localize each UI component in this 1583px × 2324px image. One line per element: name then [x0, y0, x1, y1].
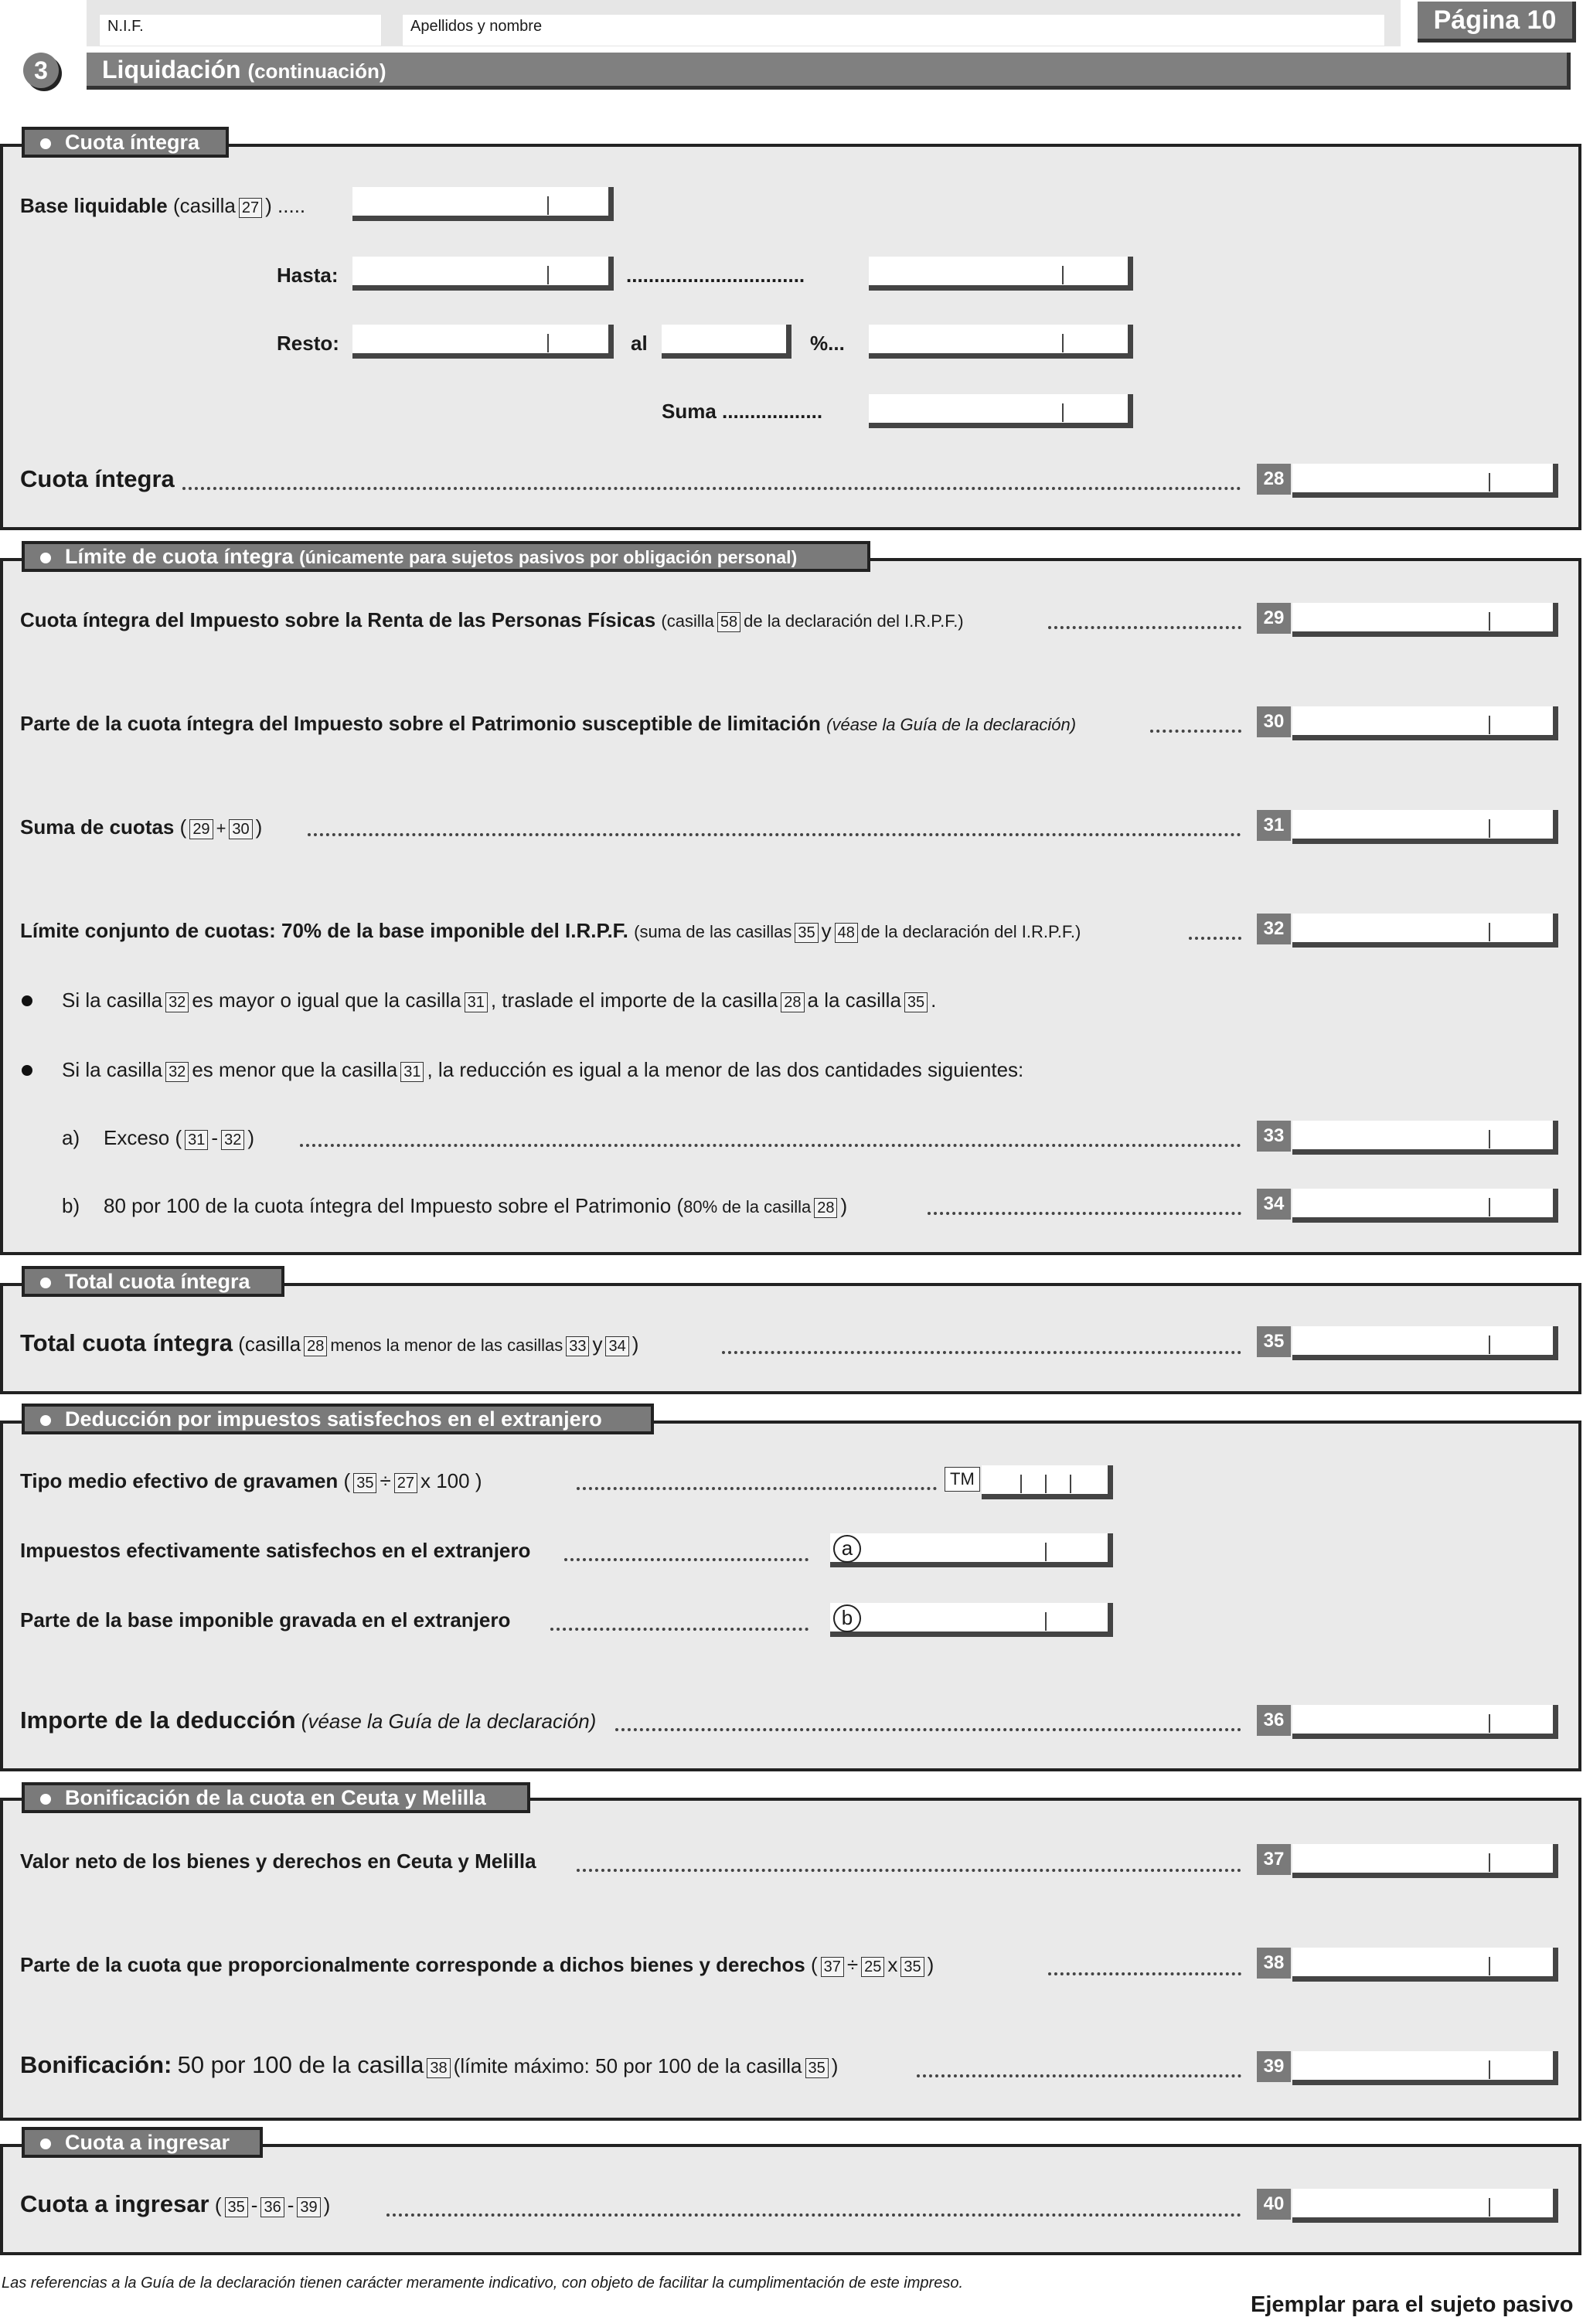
- importe-deduccion-note: (véase la Guía de la declaración): [301, 1710, 597, 1733]
- paren: ): [255, 815, 263, 839]
- casilla-ref: 27: [239, 198, 262, 218]
- casilla-39-field[interactable]: [1292, 2051, 1558, 2085]
- rule-2: [62, 1057, 1023, 1082]
- tab-label: Total cuota íntegra: [65, 1270, 250, 1293]
- casilla-ref: 35: [795, 923, 818, 943]
- paren: ): [323, 2193, 331, 2217]
- casilla-ref: 31: [400, 1062, 424, 1082]
- section-title: Liquidación: [102, 56, 241, 83]
- box-31: 31: [1257, 810, 1291, 841]
- casilla-35-field[interactable]: [1292, 1326, 1558, 1360]
- paren: x 100 ): [420, 1469, 482, 1492]
- casilla-ref: 31: [185, 1130, 208, 1150]
- line-30-note: (véase la Guía de la declaración): [826, 715, 1077, 734]
- line-32-text: Límite conjunto de cuotas: 70% de la base imponible del I.R.P.F.: [20, 919, 628, 942]
- box-32: 32: [1257, 914, 1291, 944]
- casilla-ref: 38: [427, 2058, 450, 2078]
- tm-label: TM: [945, 1467, 980, 1492]
- leader-dots: [1189, 934, 1241, 940]
- casilla-ref: 30: [229, 819, 252, 839]
- line-29-text: Cuota íntegra del Impuesto sobre la Renta de las Personas Físicas: [20, 608, 656, 631]
- casilla-ref: 31: [465, 992, 488, 1012]
- suma-field[interactable]: [869, 394, 1133, 428]
- base-pre: (casilla: [172, 194, 236, 217]
- casilla-ref: 48: [835, 923, 858, 943]
- line-32: [20, 918, 1081, 944]
- paren: ): [247, 1126, 254, 1149]
- rule-1: [62, 988, 936, 1012]
- casilla-32-field[interactable]: [1292, 914, 1558, 948]
- section-header: [87, 53, 1571, 90]
- operator: ÷: [846, 1953, 859, 1976]
- parte-base-field[interactable]: [830, 1603, 1113, 1637]
- casilla-ref: 35: [353, 1473, 376, 1493]
- suma-label: Suma ..................: [662, 400, 823, 423]
- conjunction: y: [821, 919, 832, 942]
- casilla-ref: 33: [566, 1336, 589, 1356]
- line-31: [20, 815, 262, 841]
- hasta-dots: ................................: [626, 264, 805, 287]
- circle-b-icon: b: [833, 1604, 861, 1632]
- base-liquidable-field[interactable]: [352, 187, 614, 221]
- casilla-ref: 28: [814, 1198, 837, 1218]
- cuota-ingresar-text: Cuota a ingresar: [20, 2190, 209, 2217]
- leader-dots: [1048, 1969, 1241, 1975]
- operator: -: [250, 2193, 258, 2217]
- casilla-33-field[interactable]: [1292, 1121, 1558, 1155]
- casilla-ref: 25: [861, 1957, 884, 1977]
- rule-text: , la reducción es igual a la menor de las dos cantidades siguientes:: [427, 1058, 1024, 1081]
- leader-dots: [577, 1866, 1241, 1872]
- rule-text: es menor que la casilla: [192, 1058, 398, 1081]
- total-line: [20, 1331, 638, 1358]
- impuestos-extranjero-field[interactable]: [830, 1533, 1113, 1567]
- casilla-ref: 58: [717, 612, 740, 632]
- item-b: [104, 1193, 847, 1220]
- operator: +: [216, 818, 226, 838]
- casilla-31-field[interactable]: [1292, 810, 1558, 844]
- porcentaje-field[interactable]: [662, 325, 792, 359]
- tab-label: Bonificación de la cuota en Ceuta y Melilla: [65, 1786, 486, 1809]
- copy-label: Ejemplar para el sujeto pasivo: [1251, 2292, 1574, 2317]
- rule-text: es mayor o igual que la casilla: [192, 988, 461, 1012]
- section-number: 3: [23, 53, 59, 88]
- tab-label: Cuota a ingresar: [65, 2131, 230, 2154]
- bonificacion-text: Bonificación:: [20, 2051, 172, 2078]
- nif-label: N.I.F.: [107, 18, 144, 35]
- tab-total: [22, 1266, 284, 1297]
- conjunction: y: [592, 1332, 603, 1356]
- leader-dots: [386, 2210, 1241, 2217]
- paren: (: [810, 1953, 818, 1976]
- casilla-ref: 32: [221, 1130, 244, 1150]
- bullet-icon: [40, 1794, 51, 1805]
- bonificacion-line: [20, 2053, 838, 2078]
- casilla-ref: 35: [904, 992, 928, 1012]
- bonificacion-note: (límite máximo: 50 por 100 de la casilla: [453, 2054, 802, 2077]
- line-30-text: Parte de la cuota íntegra del Impuesto sobre el Patrimonio susceptible de limitación: [20, 712, 821, 735]
- resto-field[interactable]: [352, 325, 614, 359]
- rule-text: .: [931, 988, 937, 1012]
- casilla-ref: 32: [165, 992, 189, 1012]
- rule-text: , traslade el importe de la casilla: [490, 988, 778, 1012]
- total-pre: (casilla: [238, 1332, 301, 1356]
- bonificacion-desc: 50 por 100 de la casilla: [177, 2051, 424, 2078]
- bullet-icon: [40, 553, 51, 563]
- rule-text: a la casilla: [807, 988, 901, 1012]
- line-31-text: Suma de cuotas: [20, 815, 175, 839]
- leader-dots: [1150, 726, 1241, 733]
- leader-dots: [615, 1725, 1241, 1731]
- line-32-pre: (suma de las casillas: [634, 922, 792, 941]
- section-subtitle: (continuación): [247, 60, 386, 83]
- line-30: [20, 711, 1076, 737]
- bullet-icon: [22, 1065, 32, 1076]
- tab-note: (únicamente para sujetos pasivos por obligación personal): [299, 547, 798, 567]
- importe-deduccion-line: [20, 1708, 596, 1734]
- casilla-38-field[interactable]: [1292, 1948, 1558, 1982]
- resto-result-field[interactable]: [869, 325, 1133, 359]
- leader-dots: [182, 484, 1241, 490]
- base-post: ) .....: [265, 194, 306, 217]
- line-29: [20, 607, 964, 634]
- paren: ): [927, 1953, 934, 1976]
- paren: (: [214, 2193, 222, 2217]
- cuota-integra-label: Cuota íntegra: [20, 465, 175, 492]
- valor-neto-label: Valor neto de los bienes y derechos en Ceuta y Melilla: [20, 1849, 536, 1873]
- impuestos-extranjero-label: Impuestos efectivamente satisfechos en el extranjero: [20, 1539, 531, 1562]
- porcentaje-label: %...: [810, 332, 845, 355]
- parte-cuota-text: Parte de la cuota que proporcionalmente corresponde a dichos bienes y derechos: [20, 1953, 805, 1976]
- bullet-icon: [40, 1415, 51, 1426]
- paren: ): [631, 1332, 639, 1356]
- casilla-ref: 28: [781, 992, 804, 1012]
- operator: x: [887, 1953, 898, 1976]
- casilla-ref: 35: [900, 1957, 924, 1977]
- casilla-ref: 34: [605, 1336, 628, 1356]
- casilla-29-field[interactable]: [1292, 603, 1558, 637]
- casilla-ref: 27: [394, 1473, 417, 1493]
- casilla-28-field[interactable]: [1292, 464, 1558, 498]
- tab-cuota-integra: [22, 127, 229, 158]
- leader-dots: [300, 1141, 1241, 1147]
- paren: ): [831, 2054, 839, 2077]
- casilla-ref: 36: [260, 2197, 284, 2217]
- hasta-field[interactable]: [352, 257, 614, 291]
- tm-field[interactable]: [982, 1465, 1113, 1499]
- box-39: 39: [1257, 2051, 1291, 2082]
- leader-dots: [917, 2071, 1241, 2077]
- rule-text: Si la casilla: [62, 1058, 163, 1081]
- tab-bonificacion: [22, 1782, 530, 1813]
- hasta-result-field[interactable]: [869, 257, 1133, 291]
- box-33: 33: [1257, 1121, 1291, 1152]
- box-28: 28: [1257, 464, 1291, 495]
- operator: -: [287, 2193, 294, 2217]
- rule-text: Si la casilla: [62, 988, 163, 1012]
- leader-dots: [550, 1625, 809, 1631]
- casilla-34-field[interactable]: [1292, 1189, 1558, 1223]
- line-32-post: de la declaración del I.R.P.F.): [860, 922, 1081, 941]
- hasta-label: Hasta:: [277, 264, 339, 287]
- casilla-40-field[interactable]: [1292, 2189, 1558, 2223]
- casilla-37-field[interactable]: [1292, 1844, 1558, 1878]
- total-mid: menos la menor de las casillas: [330, 1336, 563, 1355]
- box-36: 36: [1257, 1705, 1291, 1736]
- tab-label: Límite de cuota íntegra: [65, 545, 294, 568]
- casilla-ref: 32: [165, 1062, 189, 1082]
- tab-label: Cuota íntegra: [65, 131, 200, 154]
- parte-cuota-line: [20, 1952, 934, 1977]
- operator: ÷: [380, 1469, 391, 1492]
- paren: (: [179, 815, 187, 839]
- box-34: 34: [1257, 1189, 1291, 1220]
- bullet-icon: [22, 995, 32, 1006]
- item-a-letter: a): [62, 1126, 80, 1149]
- box-35: 35: [1257, 1326, 1291, 1357]
- casilla-ref: 35: [225, 2197, 248, 2217]
- bullet-icon: [40, 2139, 51, 2149]
- box-30: 30: [1257, 706, 1291, 737]
- box-29: 29: [1257, 603, 1291, 634]
- total-text: Total cuota íntegra: [20, 1329, 233, 1356]
- leader-dots: [577, 1484, 937, 1490]
- leader-dots: [308, 830, 1241, 836]
- item-text: Exceso (: [104, 1126, 182, 1149]
- line-29-post: de la declaración del I.R.P.F.): [744, 611, 964, 631]
- box-38: 38: [1257, 1948, 1291, 1979]
- al-label: al: [631, 332, 648, 355]
- cuota-ingresar-line: [20, 2192, 330, 2217]
- bullet-icon: [40, 138, 51, 149]
- nif-field[interactable]: [99, 14, 382, 46]
- paren: ): [840, 1194, 848, 1217]
- nombre-label: Apellidos y nombre: [410, 18, 543, 35]
- parte-base-label: Parte de la base imponible gravada en el extranjero: [20, 1608, 511, 1632]
- casilla-ref: 28: [304, 1336, 327, 1356]
- leader-dots: [1048, 623, 1241, 629]
- tab-deduccion: [22, 1404, 654, 1434]
- item-text: 80 por 100 de la cuota íntegra del Impuesto sobre el Patrimonio (: [104, 1194, 684, 1217]
- operator: -: [211, 1126, 219, 1149]
- box-37: 37: [1257, 1844, 1291, 1875]
- item-b-letter: b): [62, 1194, 80, 1217]
- casilla-ref: 35: [805, 2058, 829, 2078]
- paren: (: [343, 1469, 351, 1492]
- base-liquidable-text: Base liquidable: [20, 194, 168, 217]
- box-40: 40: [1257, 2189, 1291, 2220]
- importe-deduccion-text: Importe de la deducción: [20, 1706, 296, 1734]
- footer-note: Las referencias a la Guía de la declaración tienen carácter meramente indicativo, con objeto de facilitar la cumplimentación de este impreso.: [2, 2275, 963, 2292]
- leader-dots: [722, 1348, 1241, 1354]
- bullet-icon: [40, 1278, 51, 1288]
- base-liquidable-label: [20, 193, 305, 218]
- resto-label: Resto:: [277, 332, 339, 355]
- tipo-medio-line: [20, 1468, 482, 1493]
- circle-a-icon: a: [833, 1535, 861, 1563]
- casilla-ref: 39: [297, 2197, 320, 2217]
- leader-dots: [928, 1209, 1241, 1215]
- tab-label: Deducción por impuestos satisfechos en el extranjero: [65, 1407, 602, 1431]
- casilla-30-field[interactable]: [1292, 706, 1558, 740]
- page-number: Página 10: [1418, 2, 1576, 43]
- tab-limite: [22, 541, 870, 572]
- leader-dots: [564, 1555, 809, 1561]
- nombre-field[interactable]: [402, 14, 1385, 46]
- item-a: [104, 1125, 254, 1150]
- casilla-36-field[interactable]: [1292, 1705, 1558, 1739]
- tab-ingresar: [22, 2127, 263, 2158]
- casilla-ref: 37: [821, 1957, 844, 1977]
- tipo-medio-text: Tipo medio efectivo de gravamen: [20, 1469, 339, 1492]
- item-small: 80% de la casilla: [683, 1197, 812, 1216]
- casilla-ref: 29: [189, 819, 213, 839]
- line-29-pre: (casilla: [661, 611, 714, 631]
